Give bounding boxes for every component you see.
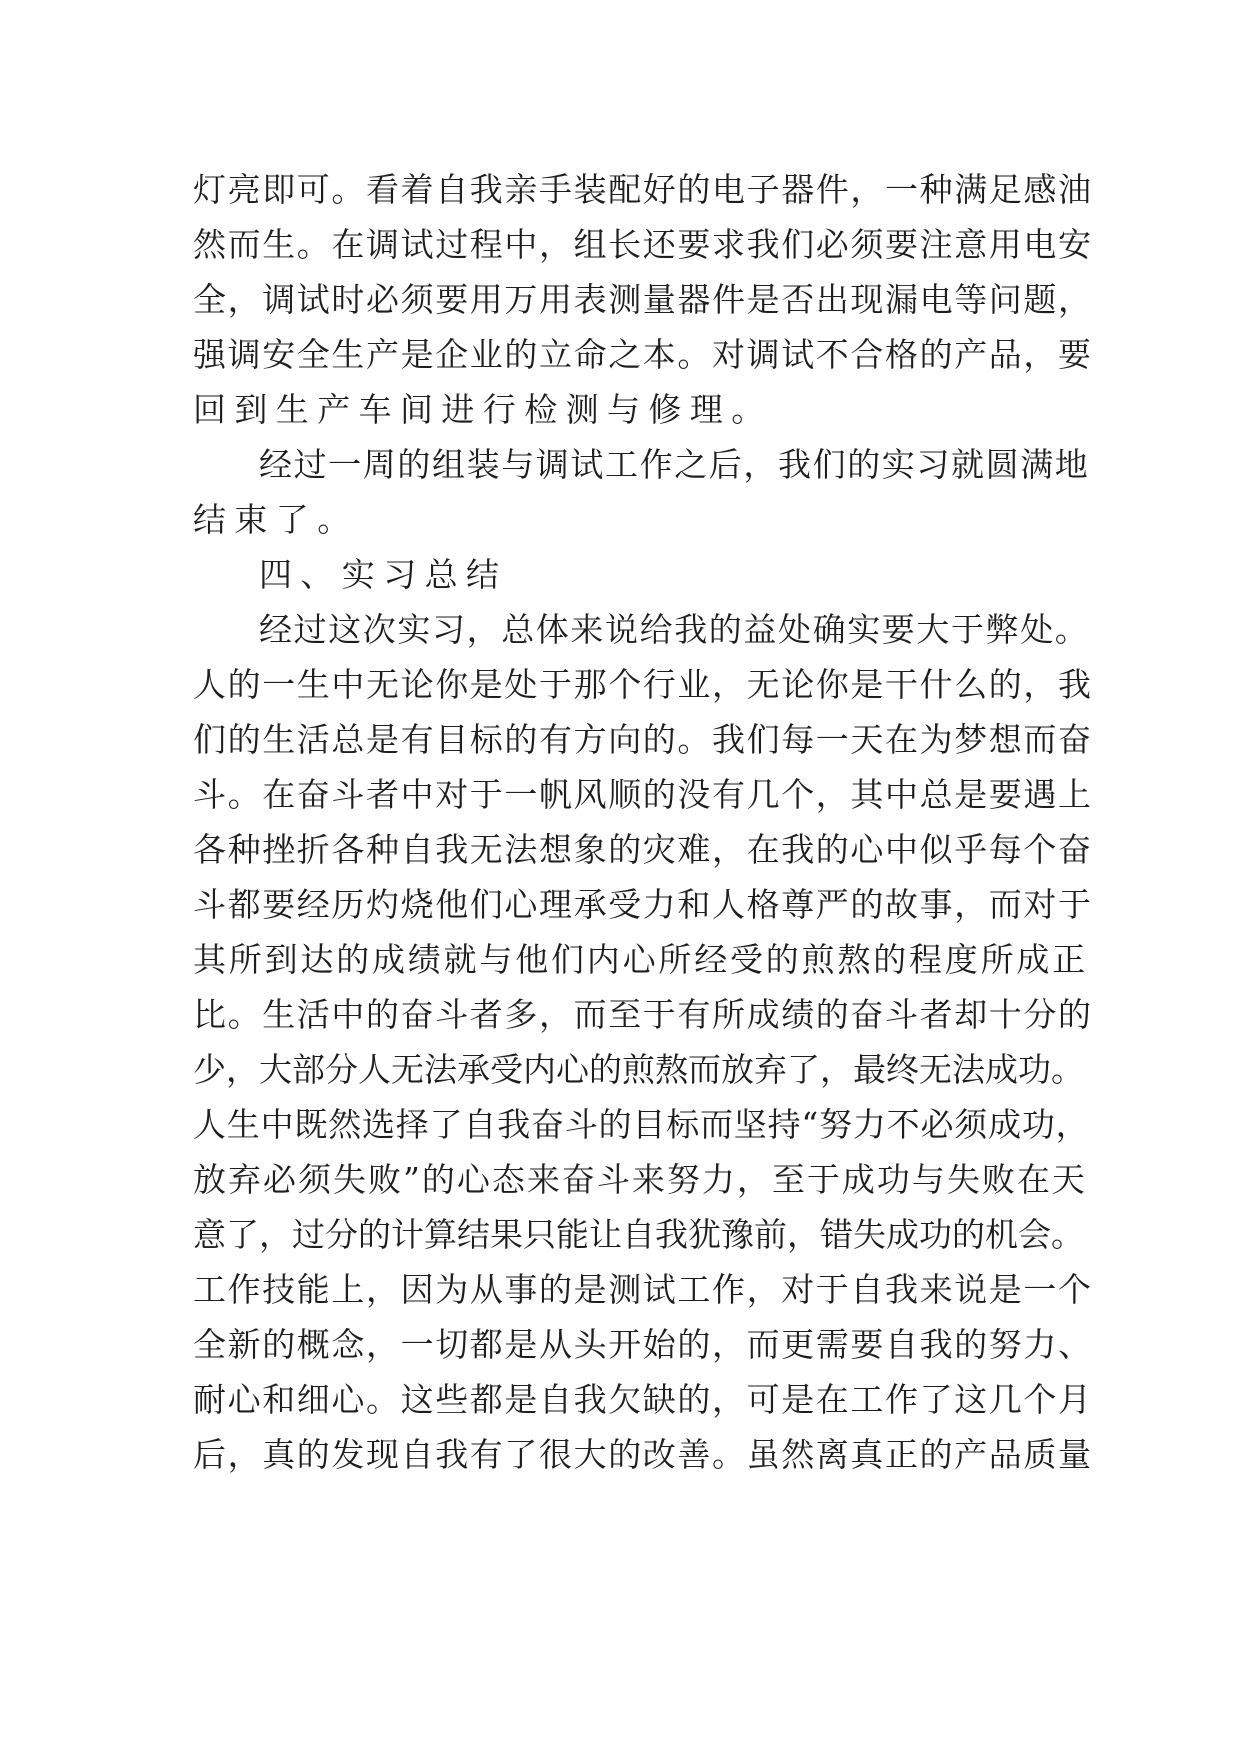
- text-line: 后，真的发现自我有了很大的改善。虽然离真正的产品质量: [193, 1435, 1093, 1474]
- paragraph-start-line: 经过这次实习，总体来说给我的益处确实要大于弊处。: [259, 610, 1090, 649]
- text-line: 们的生活总是有目标的有方向的。我们每一天在为梦想而奋: [193, 720, 1093, 759]
- section-heading: 四、实习总结: [259, 555, 508, 594]
- text-line: 结束了。: [193, 500, 359, 539]
- text-line: 人的一生中无论你是处于那个行业，无论你是干什么的，我: [193, 665, 1093, 704]
- text-line: 各种挫折各种自我无法想象的灾难，在我的心中似乎每个奋: [193, 830, 1093, 869]
- text-line: 灯亮即可。看着自我亲手装配好的电子器件，一种满足感油: [193, 170, 1093, 209]
- text-line: 意了，过分的计算结果只能让自我犹豫前，错失成功的机会。: [193, 1215, 1084, 1254]
- text-line: 斗都要经历灼烧他们心理承受力和人格尊严的故事，而对于: [193, 885, 1093, 924]
- text-line: 其所到达的成绩就与他们内心所经受的煎熬的程度所成正: [193, 940, 1088, 979]
- text-line: 回到生产车间进行检测与修理。: [193, 390, 773, 429]
- text-line: 放弃必须失败”的心态来奋斗来努力，至于成功与失败在天: [193, 1160, 1087, 1199]
- text-line: 工作技能上，因为从事的是测试工作，对于自我来说是一个: [193, 1270, 1093, 1309]
- text-line: 人生中既然选择了自我奋斗的目标而坚持“努力不必须成功，: [193, 1105, 1090, 1144]
- text-line: 耐心和细心。这些都是自我欠缺的，可是在工作了这几个月: [193, 1380, 1093, 1419]
- text-line: 强调安全生产是企业的立命之本。对调试不合格的产品，要: [193, 335, 1093, 374]
- body-text: [193, 162, 1093, 1482]
- text-line: 比。生活中的奋斗者多，而至于有所成绩的奋斗者却十分的: [193, 995, 1093, 1034]
- paragraph-start-line: 经过一周的组装与调试工作之后，我们的实习就圆满地: [259, 445, 1090, 484]
- text-line: 全，调试时必须要用万用表测量器件是否出现漏电等问题，: [193, 280, 1093, 319]
- text-line: 然而生。在调试过程中，组长还要求我们必须要注意用电安: [193, 225, 1093, 264]
- text-line: 少，大部分人无法承受内心的煎熬而放弃了，最终无法成功。: [193, 1050, 1084, 1089]
- text-line: 全新的概念，一切都是从头开始的，而更需要自我的努力、: [193, 1325, 1093, 1364]
- text-line: 斗。在奋斗者中对于一帆风顺的没有几个，其中总是要遇上: [193, 775, 1093, 814]
